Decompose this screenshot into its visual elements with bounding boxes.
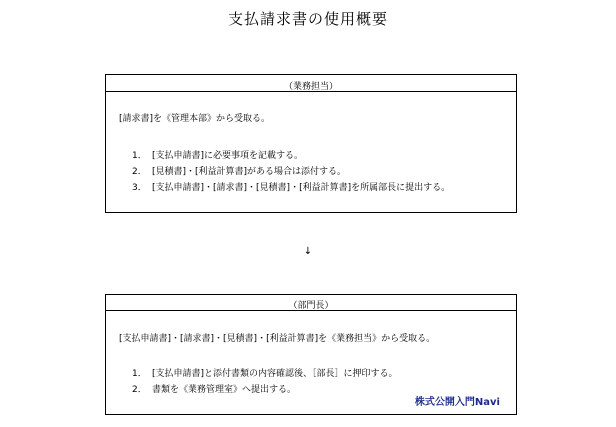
section-intro: [支払申請書]・[請求書]・[見積書]・[利益計算書]を《業務担当》から受取る。 <box>119 334 436 344</box>
section-department-head <box>105 294 517 415</box>
step-number: 1． <box>132 151 147 161</box>
step-number: 1． <box>132 369 147 379</box>
step-text: [支払申請書]に必要事項を記載する。 <box>152 151 304 161</box>
step-text: [支払申請書]と添付書類の内容確認後、［部長］に押印する。 <box>152 369 398 379</box>
section-heading: （業務担当） <box>283 82 338 92</box>
step-text: [支払申請書]・[請求書]・[見積書]・[利益計算書]を所属部長に提出する。 <box>152 183 451 193</box>
step-text: 書類を《業務管理室》へ提出する。 <box>152 385 297 395</box>
step-item <box>132 366 398 382</box>
down-arrow-icon: ↓ <box>303 246 313 257</box>
section-business-staff <box>105 74 517 213</box>
step-item <box>132 180 450 196</box>
section-divider <box>106 310 516 311</box>
step-item <box>132 164 450 180</box>
page-title: 支払請求書の使用概要 <box>227 10 388 28</box>
step-list <box>132 366 398 398</box>
section-intro: [請求書]を《管理本部》から受取る。 <box>119 114 271 124</box>
step-number: 2． <box>132 167 147 177</box>
step-list <box>132 148 450 196</box>
section-divider <box>106 91 516 92</box>
brand-label: 株式公開入門Navi <box>414 397 500 408</box>
step-item <box>132 382 398 398</box>
step-item <box>132 148 450 164</box>
step-number: 3． <box>132 183 147 193</box>
section-heading: （部門長） <box>288 301 334 311</box>
step-text: [見積書]・[利益計算書]がある場合は添付する。 <box>152 167 347 177</box>
step-number: 2． <box>132 385 147 395</box>
